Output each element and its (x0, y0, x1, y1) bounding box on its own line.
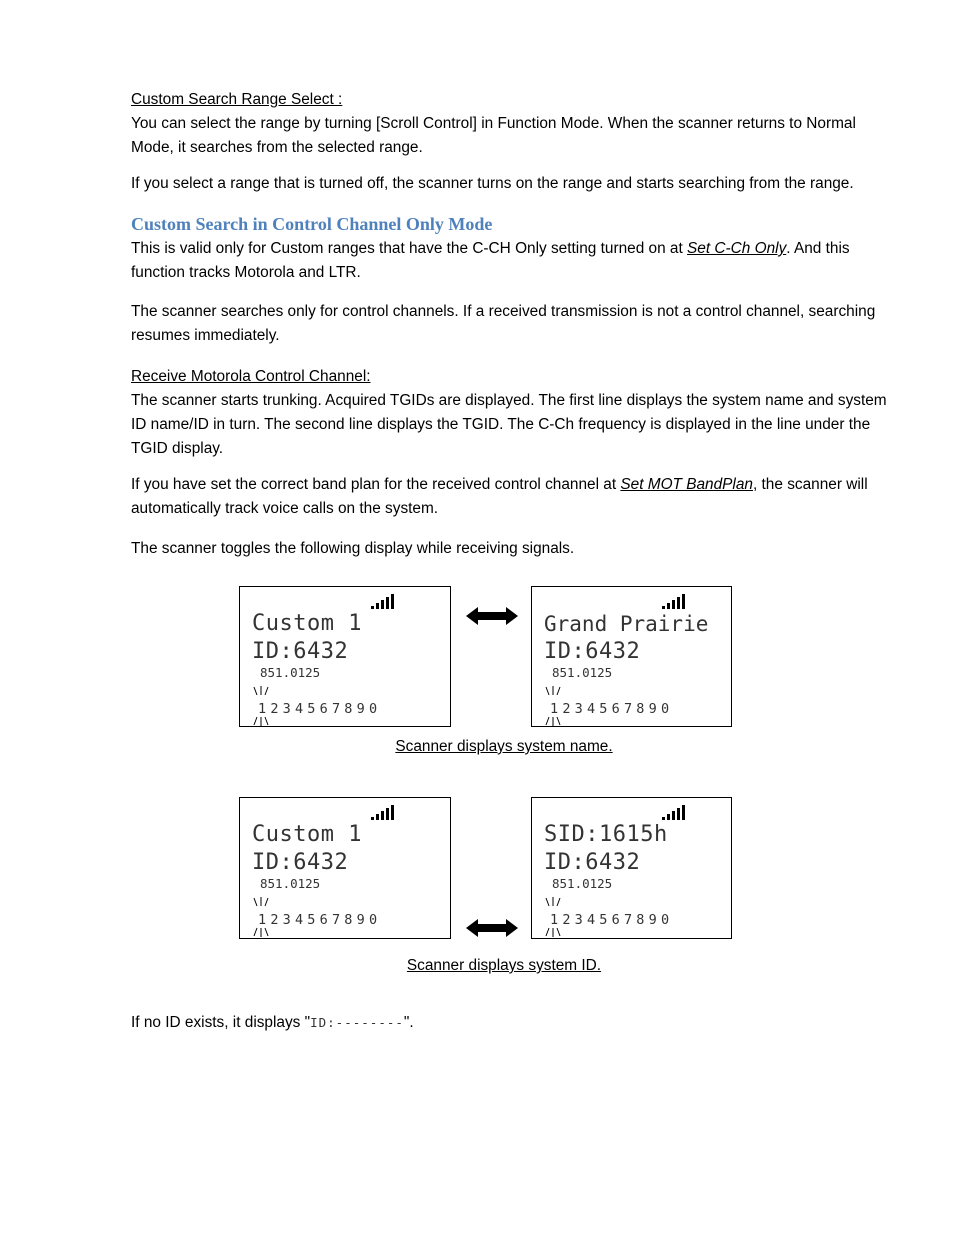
no-id-text-post: ". (403, 1014, 414, 1031)
caption-system-id: Scanner displays system ID. (406, 957, 602, 974)
lcd-channel-digits: 1234567890 (550, 701, 674, 717)
motorola-block (131, 365, 891, 461)
lcd-frequency: 851.0125 (552, 876, 613, 891)
caption-system-name: Scanner displays system name. (395, 738, 613, 755)
bandplan-text-post: , the scanner will automatically track voice calls on the system. (131, 476, 868, 517)
bandplan-text-pre: If you have set the correct band plan for the received control channel at (131, 476, 621, 493)
double-arrow-icon (466, 606, 518, 626)
lcd-display-grand-prairie (531, 586, 732, 727)
lcd-line2: ID:6432 (252, 850, 349, 875)
lcd-line1: Custom 1 (252, 822, 362, 847)
no-id-display-code: ID:-------- (310, 1015, 404, 1030)
lcd-display-sid (531, 797, 732, 939)
control-only-paragraph: The scanner searches only for control channels. If a received transmission is not a control channel, searching resumes immediately. (131, 303, 876, 344)
no-id-paragraph (131, 1011, 891, 1035)
range-off-note: If you select a range that is turned off, the scanner turns on the range and starts searching from the range. (131, 175, 854, 192)
signal-strength-icon (371, 805, 395, 821)
lcd-display-custom (239, 586, 451, 727)
lcd-line2: ID:6432 (252, 639, 349, 664)
motorola-body: The scanner starts trunking. Acquired TGIDs are displayed. The first line displays the system name and system ID name/ID in turn. The second line displays the TGID. The C-Ch frequency is displayed in the line under the TGID display. (131, 392, 887, 457)
set-cch-only-link[interactable]: Set C-Ch Only (687, 240, 787, 257)
lcd-frequency: 851.0125 (260, 665, 321, 680)
motorola-heading: Receive Motorola Control Channel: (131, 368, 371, 385)
lcd-frequency: 851.0125 (552, 665, 613, 680)
lcd-channel-digits: 1234567890 (258, 912, 382, 928)
lcd-line2: ID:6432 (544, 639, 641, 664)
section-heading: Custom Search in Control Channel Only Mode (131, 214, 493, 234)
section-intro (131, 237, 891, 285)
signal-strength-icon (662, 805, 686, 821)
toggle-note: The scanner toggles the following display while receiving signals. (131, 540, 575, 557)
bandplan-paragraph (131, 473, 891, 521)
lcd-channel-digits: 1234567890 (550, 912, 674, 928)
no-id-text-pre: If no ID exists, it displays " (131, 1014, 311, 1031)
lcd-line1: SID:1615h (544, 822, 668, 847)
lcd-line2: ID:6432 (544, 850, 641, 875)
signal-strength-icon (371, 594, 395, 610)
range-select-body: You can select the range by turning [Scroll Control] in Function Mode. When the scanner returns to Normal Mode, it searches from the selected range. (131, 115, 856, 156)
intro-text-post: . And this function tracks Motorola and LTR. (131, 240, 850, 281)
range-select-heading: Custom Search Range Select : (131, 91, 343, 108)
double-arrow-icon (466, 918, 518, 938)
intro-text-pre: This is valid only for Custom ranges that have the C-CH Only setting turned on at (131, 240, 688, 257)
lcd-frequency: 851.0125 (260, 876, 321, 891)
lcd-line1: Grand Prairie (544, 612, 709, 636)
range-select-block (131, 88, 891, 160)
signal-strength-icon (662, 594, 686, 610)
lcd-line1: Custom 1 (252, 611, 362, 636)
set-mot-bandplan-link[interactable]: Set MOT BandPlan (620, 476, 753, 493)
lcd-channel-digits: 1234567890 (258, 701, 382, 717)
lcd-display-custom-2 (239, 797, 451, 939)
